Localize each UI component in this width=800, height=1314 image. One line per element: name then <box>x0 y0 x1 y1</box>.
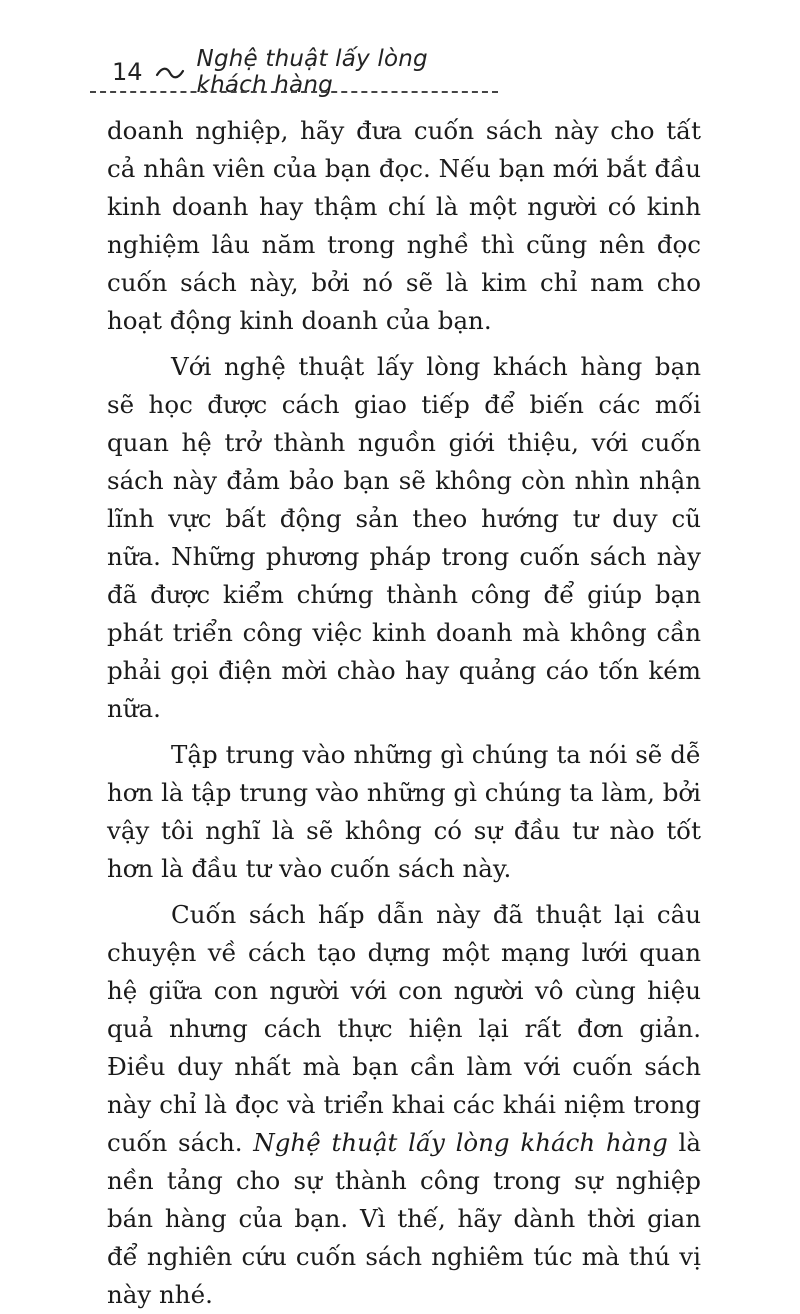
paragraph-4-text-end: là nền tảng cho sự thành công trong sự nghiệp bán hàng của bạn. Vì thế, hãy dành thời gian để nghiên cứu cuốn sách nghiêm túc mà thú vị này nhé. <box>107 1128 701 1309</box>
body-text <box>107 112 701 1314</box>
paragraph-3: Tập trung vào những gì chúng ta nói sẽ dễ hơn là tập trung vào những gì chúng ta làm, bởi vậy tôi nghĩ là sẽ không có sự đầu tư nào tốt hơn là đầu tư vào cuốn sách này. <box>107 740 702 883</box>
paragraph-4-text-start: Cuốn sách hấp dẫn này đã thuật lại câu chuyện về cách tạo dựng một mạng lưới quan hệ giữa con người với con người vô cùng hiệu quả nhưng cách thực hiện lại rất đơn giản. Điều duy nhất mà bạn cần làm với cuốn sách này chỉ là đọc và triển khai các khái niệm trong cuốn sách. <box>107 900 701 1157</box>
page-number: 14 <box>112 58 143 86</box>
book-title-header: Nghệ thuật lấy lòng khách hàng <box>196 46 428 98</box>
paragraph-4-book-title: Nghệ thuật lấy lòng khách hàng <box>253 1128 668 1157</box>
paragraph-1: doanh nghiệp, hãy đưa cuốn sách này cho tất cả nhân viên của bạn đọc. Nếu bạn mới bắt đầu kinh doanh hay thậm chí là một người có kinh nghiệm lâu năm trong nghề thì cũng nên đọc cuốn sách này, bởi nó sẽ là kim chỉ nam cho hoạt động kinh doanh của bạn. <box>107 116 701 335</box>
paragraph-4 <box>107 896 701 1314</box>
paragraph-2: Với nghệ thuật lấy lòng khách hàng bạn sẽ học được cách giao tiếp để biến các mối quan hệ trở thành nguồn giới thiệu, với cuốn sách này đảm bảo bạn sẽ không còn nhìn nhận lĩnh vực bất động sản theo hướng tư duy cũ nữa. Những phương pháp trong cuốn sách này đã được kiểm chứng thành công để giúp bạn phát triển công việc kinh doanh mà không cần phải gọi điện mời chào hay quảng cáo tốn kém nữa. <box>107 352 701 723</box>
header-divider <box>90 91 498 93</box>
tilde-ornament-icon <box>155 65 185 79</box>
running-header <box>112 46 502 98</box>
